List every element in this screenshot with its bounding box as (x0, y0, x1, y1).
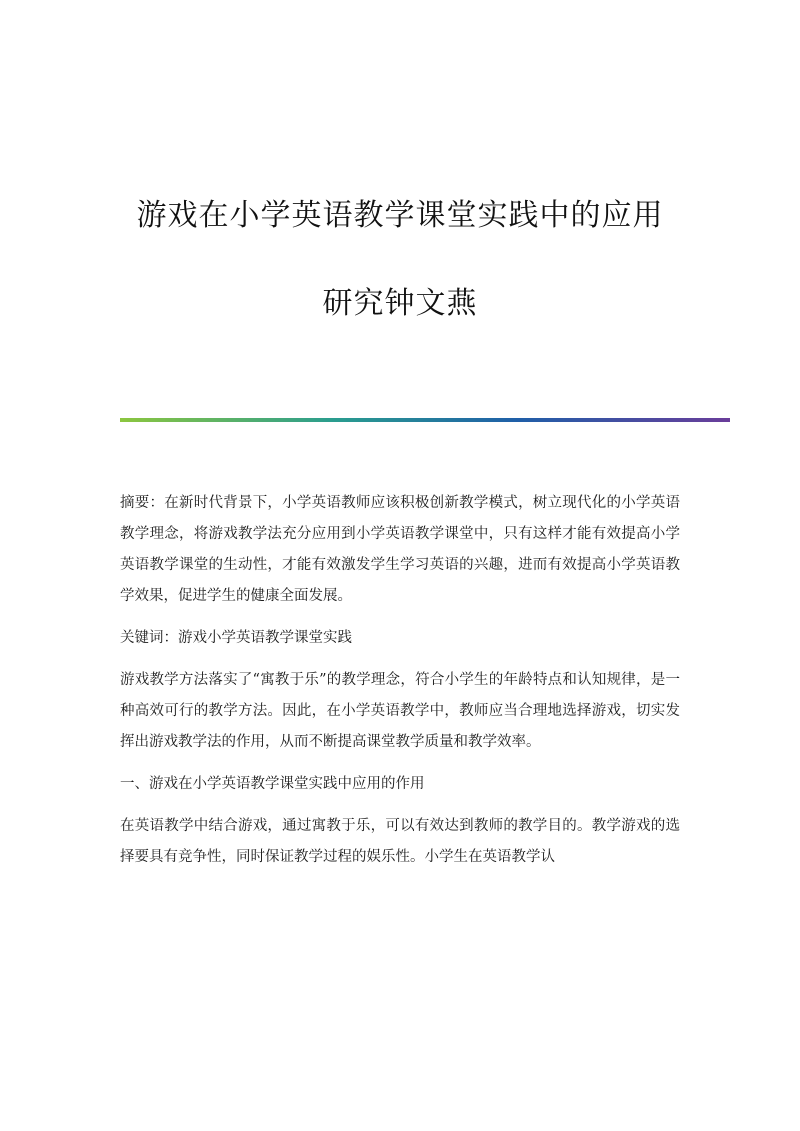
document-body (120, 488, 680, 884)
author-line: 研究钟文燕 (322, 286, 478, 321)
abstract-paragraph: 摘要：在新时代背景下，小学英语教师应该积极创新教学模式，树立现代化的小学英语教学理念，将游戏教学法充分应用到小学英语教学课堂中，只有这样才能有效提高小学英语教学课堂的生动性，才能有效激发学生学习英语的兴趣，进而有效提高小学英语教学效果，促进学生的健康全面发展。 (120, 495, 680, 604)
section-paragraph: 在英语教学中结合游戏，通过寓教于乐，可以有效达到教师的教学目的。教学游戏的选择要具有竞争性，同时保证教学过程的娱乐性。小学生在英语教学认 (120, 818, 680, 865)
intro-paragraph: 游戏教学方法落实了“寓教于乐”的教学理念，符合小学生的年龄特点和认知规律，是一种高效可行的教学方法。因此，在小学英语教学中，教师应当合理地选择游戏，切实发挥出游戏教学法的作用，从而不断提高课堂教学质量和教学效率。 (120, 672, 680, 750)
keywords-paragraph: 关键词：游戏小学英语教学课堂实践 (120, 630, 352, 646)
section-heading: 一、游戏在小学英语教学课堂实践中应用的作用 (120, 776, 425, 792)
document-title: 游戏在小学英语教学课堂实践中的应用 (136, 198, 664, 233)
gradient-divider (120, 418, 730, 422)
